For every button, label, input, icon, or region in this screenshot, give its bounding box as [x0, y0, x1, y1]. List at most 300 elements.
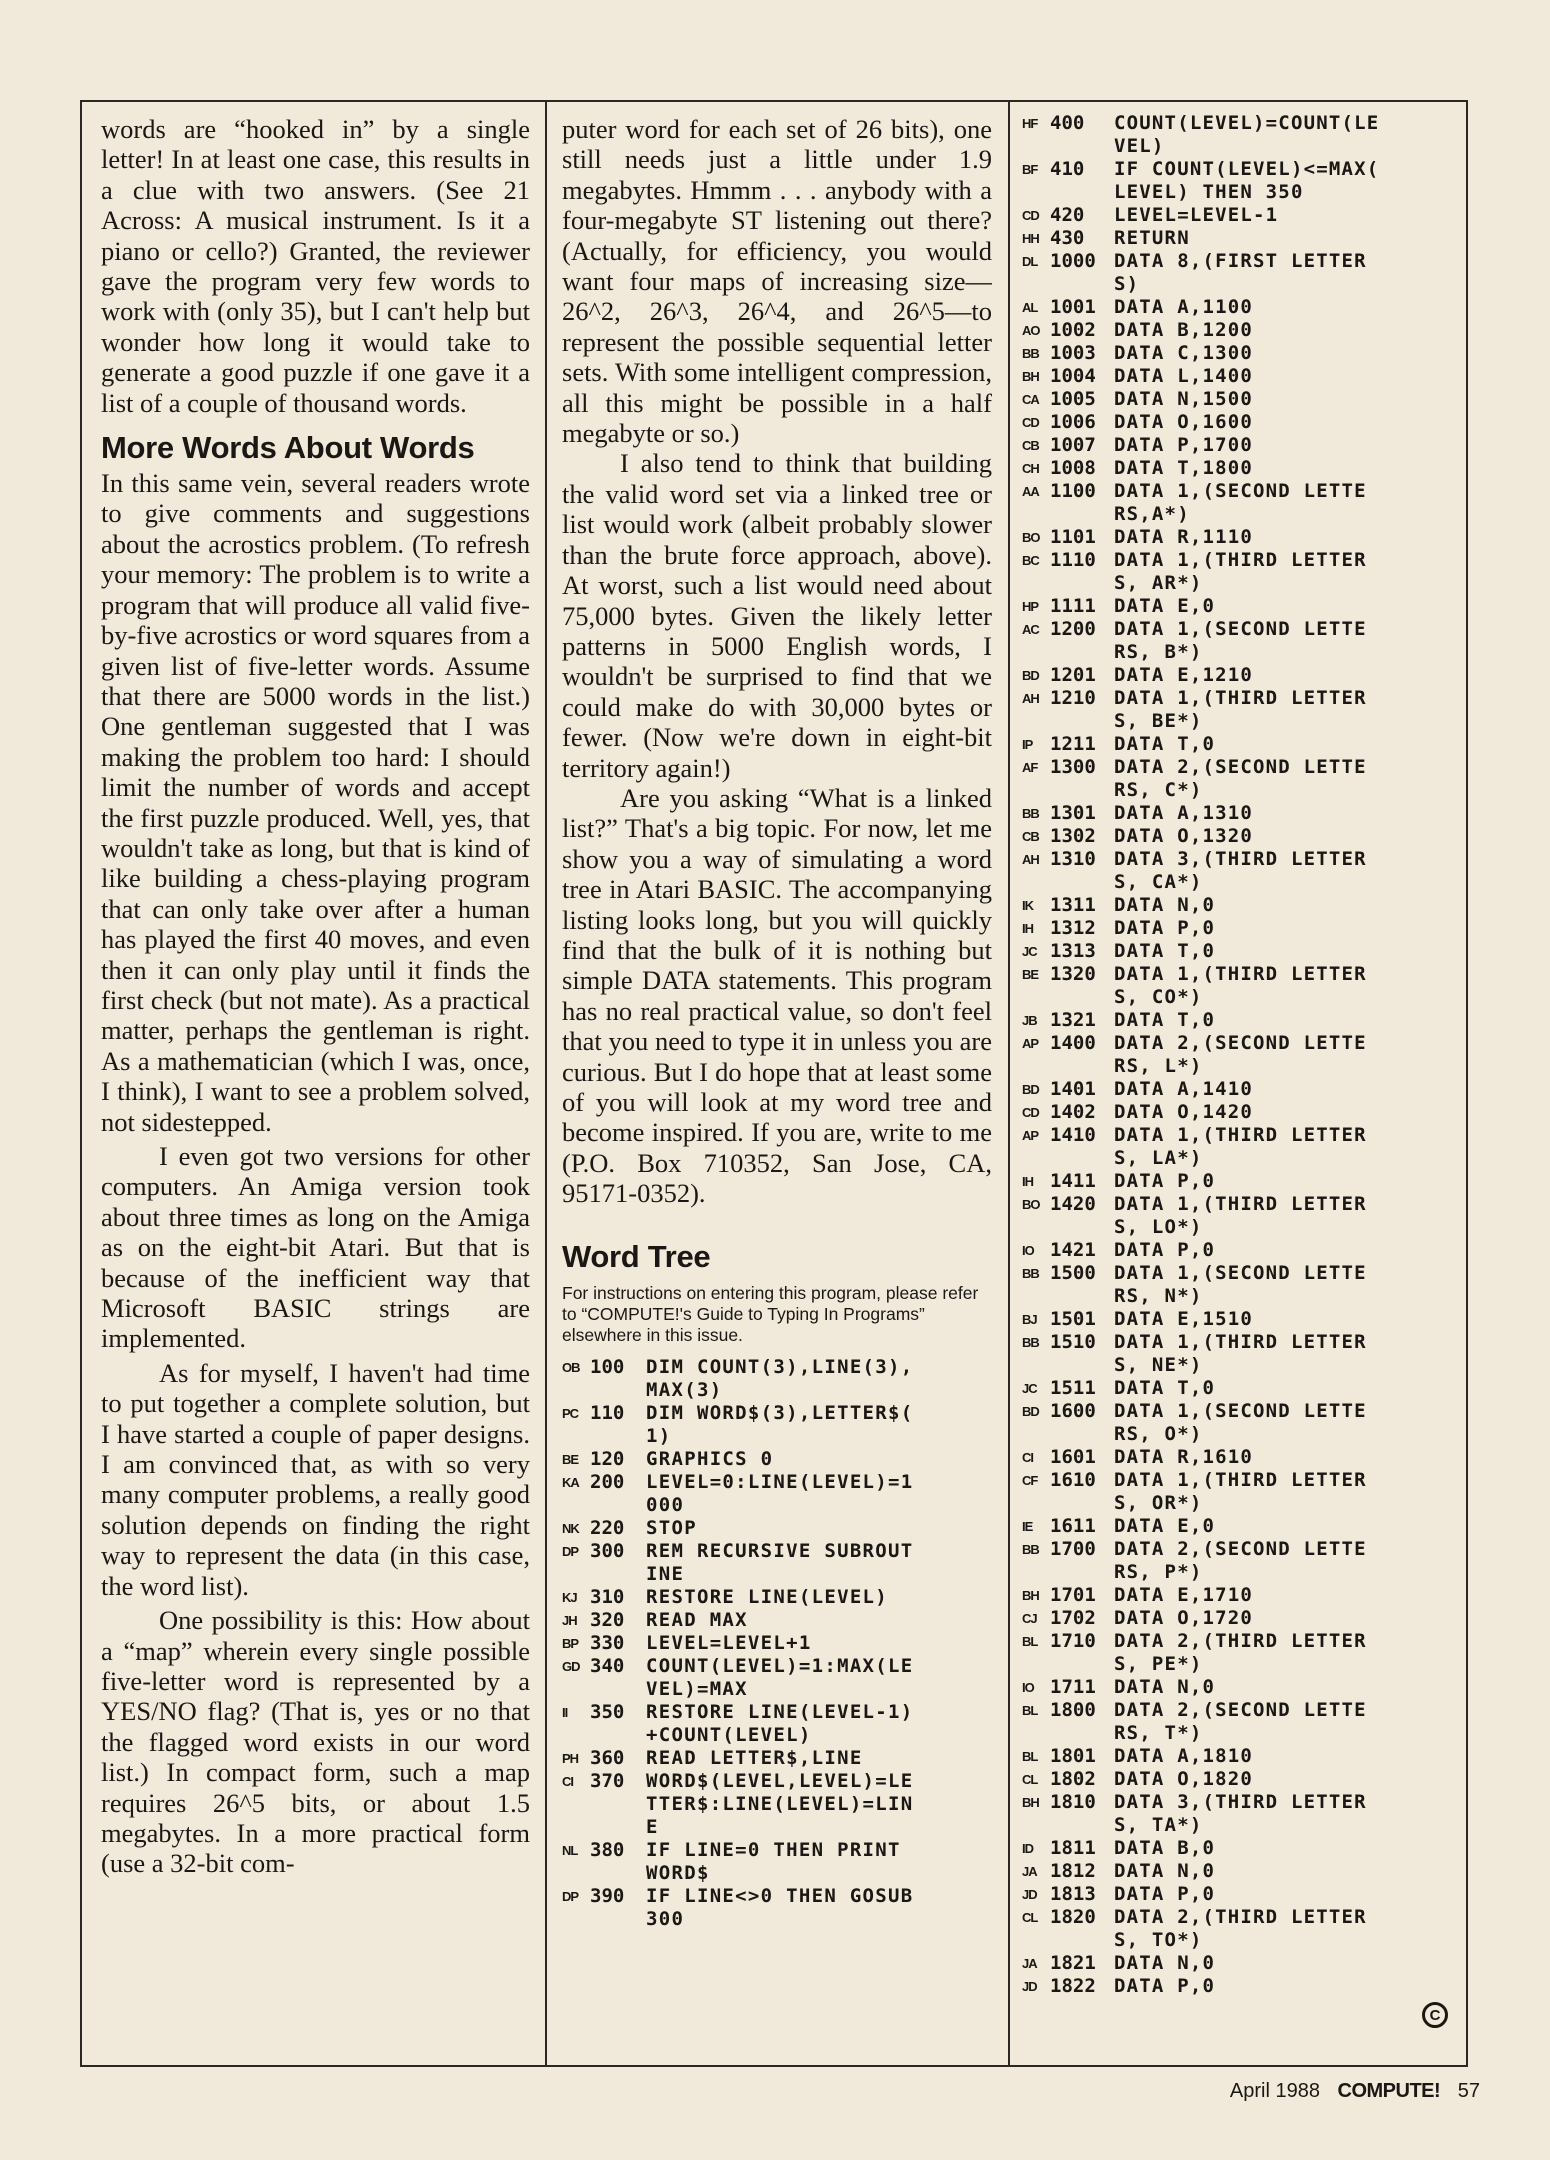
- paragraph: I even got two versions for other computers. An Amiga version took about three times as long on the Amiga as on the eight-bit Atari. But that is because of the inefficient way that Microsoft BASIC strings are implemented.: [101, 1141, 530, 1354]
- page-footer: [1180, 2080, 1480, 2103]
- line-number: 1611: [1050, 1515, 1096, 1537]
- code-text: DIM WORD$(3),LETTER$( 1): [646, 1401, 914, 1447]
- line-number: 1310: [1050, 848, 1096, 870]
- checksum-code: IO: [1022, 1243, 1034, 1258]
- code-text: RESTORE LINE(LEVEL): [646, 1585, 889, 1608]
- magazine-name: COMPUTE!: [1337, 2080, 1441, 2102]
- code-text: DATA 1,(SECOND LETTE RS, N*): [1114, 1262, 1367, 1307]
- line-number: 1820: [1050, 1906, 1096, 1928]
- code-text: DATA N,1500: [1114, 388, 1254, 410]
- listing-line: [1022, 204, 1464, 227]
- listing-line: [562, 1448, 992, 1471]
- code-text: DATA 2,(THIRD LETTER S, PE*): [1114, 1630, 1367, 1675]
- code-text: DATA 1,(SECOND LETTE RS, B*): [1114, 618, 1367, 663]
- checksum-code: ID: [1022, 1841, 1033, 1856]
- line-number: 1500: [1050, 1262, 1096, 1284]
- listing-line: [1022, 1377, 1464, 1400]
- line-number: 1401: [1050, 1078, 1096, 1100]
- code-text: DATA A,1310: [1114, 802, 1254, 824]
- listing-line: [562, 1586, 992, 1609]
- code-text: DATA T,0: [1114, 940, 1216, 962]
- listing-line: [562, 1517, 992, 1540]
- line-number: 1008: [1050, 457, 1096, 479]
- checksum-code: BP: [562, 1635, 579, 1651]
- code-text: DATA 1,(THIRD LETTER S, AR*): [1114, 549, 1367, 594]
- line-number: 1511: [1050, 1377, 1096, 1399]
- checksum-code: BB: [1022, 1542, 1039, 1557]
- line-number: 1311: [1050, 894, 1096, 916]
- checksum-code: IH: [1022, 921, 1033, 936]
- code-text: DATA E,1210: [1114, 664, 1254, 686]
- listing-line: [1022, 342, 1464, 365]
- checksum-code: JA: [1022, 1864, 1037, 1879]
- listing-line: [562, 1770, 992, 1839]
- listing-line: [562, 1747, 992, 1770]
- checksum-code: BE: [562, 1451, 579, 1467]
- code-text: DATA P,0: [1114, 1883, 1216, 1905]
- code-text: DATA O,1820: [1114, 1768, 1254, 1790]
- code-text: DATA 2,(SECOND LETTE RS, T*): [1114, 1699, 1367, 1744]
- code-text: DATA O,1600: [1114, 411, 1254, 433]
- line-number: 1210: [1050, 687, 1096, 709]
- line-number: 1001: [1050, 296, 1096, 318]
- listing-line: [1022, 1239, 1464, 1262]
- code-text: GRAPHICS 0: [646, 1447, 774, 1470]
- listing-line: [562, 1655, 992, 1701]
- line-number: 1810: [1050, 1791, 1096, 1813]
- listing-line: [562, 1885, 992, 1931]
- listing-line: [1022, 1630, 1464, 1676]
- listing-line: [1022, 940, 1464, 963]
- checksum-code: CD: [1022, 208, 1039, 223]
- listing-line: [1022, 365, 1464, 388]
- code-text: DATA N,0: [1114, 1860, 1216, 1882]
- line-number: 1201: [1050, 664, 1096, 686]
- line-number: 1400: [1050, 1032, 1096, 1054]
- checksum-code: JC: [1022, 944, 1037, 959]
- line-number: 1200: [1050, 618, 1096, 640]
- listing-line: [1022, 112, 1464, 158]
- paragraph: words are “hooked in” by a single letter! In at least one case, this results in a clue with two answers. (See 21 Across: A musical instrument. Is it a piano or cello?) Granted, the reviewer gave the program very few words to work with (only 35), but I can't help but wonder how long it would take to generate a good puzzle if one gave it a list of a couple of thousand words.: [101, 114, 530, 418]
- line-number: 1710: [1050, 1630, 1096, 1652]
- line-number: 1813: [1050, 1883, 1096, 1905]
- listing-line: [1022, 618, 1464, 664]
- line-number: 310: [590, 1585, 625, 1608]
- code-text: READ MAX: [646, 1608, 748, 1631]
- checksum-code: IP: [1022, 737, 1033, 752]
- listing-line: [1022, 480, 1464, 526]
- checksum-code: AC: [1022, 622, 1039, 637]
- checksum-code: BE: [1022, 967, 1039, 982]
- listing-line: [1022, 1446, 1464, 1469]
- code-text: DATA L,1400: [1114, 365, 1254, 387]
- code-text: DATA 3,(THIRD LETTER S, TA*): [1114, 1791, 1367, 1836]
- code-text: COUNT(LEVEL)=COUNT(LE VEL): [1114, 112, 1380, 157]
- code-text: DATA B,0: [1114, 1837, 1216, 1859]
- checksum-code: PH: [562, 1750, 579, 1766]
- checksum-code: BF: [1022, 162, 1038, 177]
- line-number: 300: [590, 1539, 625, 1562]
- code-text: DATA P,0: [1114, 917, 1216, 939]
- code-text: IF LINE<>0 THEN GOSUB 300: [646, 1884, 914, 1930]
- page-number: 57: [1457, 2080, 1480, 2102]
- listing-line: [1022, 1906, 1464, 1952]
- checksum-code: AL: [1022, 300, 1038, 315]
- code-text: DATA 8,(FIRST LETTER S): [1114, 250, 1367, 295]
- code-text: DATA 1,(THIRD LETTER S, NE*): [1114, 1331, 1367, 1376]
- listing-line: [1022, 319, 1464, 342]
- listing-line: [1022, 1400, 1464, 1446]
- section-heading: More Words About Words: [101, 430, 475, 466]
- line-number: 1421: [1050, 1239, 1096, 1261]
- code-text: RESTORE LINE(LEVEL-1) +COUNT(LEVEL): [646, 1700, 914, 1746]
- listing-line: [1022, 1009, 1464, 1032]
- code-text: DATA T,0: [1114, 1377, 1216, 1399]
- checksum-code: BH: [1022, 369, 1039, 384]
- code-text: DATA N,0: [1114, 1952, 1216, 1974]
- line-number: 1211: [1050, 733, 1096, 755]
- line-number: 1800: [1050, 1699, 1096, 1721]
- listing-line: [1022, 1952, 1464, 1975]
- line-number: 220: [590, 1516, 625, 1539]
- line-number: 1402: [1050, 1101, 1096, 1123]
- checksum-code: HP: [1022, 599, 1039, 614]
- checksum-code: AA: [1022, 484, 1039, 499]
- code-text: WORD$(LEVEL,LEVEL)=LE TTER$:LINE(LEVEL)=LIN E: [646, 1769, 914, 1838]
- code-text: DATA E,1710: [1114, 1584, 1254, 1606]
- code-text: LEVEL=0:LINE(LEVEL)=1 000: [646, 1470, 914, 1516]
- listing-line: [1022, 1193, 1464, 1239]
- listing-line: [1022, 1469, 1464, 1515]
- checksum-code: CI: [562, 1773, 573, 1789]
- checksum-code: AH: [1022, 691, 1039, 706]
- line-number: 1700: [1050, 1538, 1096, 1560]
- line-number: 1110: [1050, 549, 1096, 571]
- checksum-code: GD: [562, 1658, 580, 1674]
- listing-line: [1022, 963, 1464, 1009]
- checksum-code: AP: [1022, 1128, 1039, 1143]
- checksum-code: JA: [1022, 1956, 1037, 1971]
- listing-line: [1022, 894, 1464, 917]
- checksum-code: JD: [1022, 1887, 1037, 1902]
- article-column-3: [1022, 112, 1464, 1998]
- line-number: 1812: [1050, 1860, 1096, 1882]
- paragraph: Are you asking “What is a linked list?” That's a big topic. For now, let me show you a way of simulating a word tree in Atari BASIC. The accompanying listing looks long, but you will quickly find that the bulk of it is nothing but simple DATA statements. This program has no real practical value, so don't feel that you need to type it in unless you are curious. But I do hope that at least some of you will look at my word tree and become inspired. If you are, write to me (P.O. Box 710352, San Jose, CA, 95171-0352).: [562, 782, 992, 1209]
- checksum-code: CH: [1022, 461, 1039, 476]
- listing-line: [1022, 1308, 1464, 1331]
- checksum-code: CD: [1022, 1105, 1039, 1120]
- code-text: DATA T,0: [1114, 733, 1216, 755]
- checksum-code: DP: [562, 1543, 579, 1559]
- listing-line: [1022, 687, 1464, 733]
- code-text: DATA 1,(THIRD LETTER S, CO*): [1114, 963, 1367, 1008]
- listing-line: [1022, 1262, 1464, 1308]
- listing-line: [1022, 1975, 1464, 1998]
- code-text: READ LETTER$,LINE: [646, 1746, 863, 1769]
- line-number: 120: [590, 1447, 625, 1470]
- checksum-code: KJ: [562, 1589, 577, 1605]
- line-number: 1601: [1050, 1446, 1096, 1468]
- checksum-code: CL: [1022, 1910, 1038, 1925]
- checksum-code: IE: [1022, 1519, 1033, 1534]
- listing-line: [562, 1632, 992, 1655]
- line-number: 200: [590, 1470, 625, 1493]
- line-number: 1501: [1050, 1308, 1096, 1330]
- checksum-code: BO: [1022, 1197, 1040, 1212]
- checksum-code: CA: [1022, 392, 1039, 407]
- line-number: 1811: [1050, 1837, 1096, 1859]
- code-text: DATA R,1110: [1114, 526, 1254, 548]
- listing-line: [1022, 1331, 1464, 1377]
- listing-line: [1022, 1768, 1464, 1791]
- checksum-code: IK: [1022, 898, 1033, 913]
- listing-line: [1022, 1538, 1464, 1584]
- code-text: DATA 2,(SECOND LETTE RS, C*): [1114, 756, 1367, 801]
- line-number: 340: [590, 1654, 625, 1677]
- line-number: 350: [590, 1700, 625, 1723]
- code-text: DATA P,0: [1114, 1170, 1216, 1192]
- line-number: 1821: [1050, 1952, 1096, 1974]
- code-text: DATA E,0: [1114, 1515, 1216, 1537]
- line-number: 1100: [1050, 480, 1096, 502]
- listing-line: [1022, 1607, 1464, 1630]
- code-text: DATA C,1300: [1114, 342, 1254, 364]
- checksum-code: CJ: [1022, 1611, 1037, 1626]
- listing-title: Word Tree: [562, 1238, 711, 1274]
- column-rule-right: [1008, 100, 1010, 2067]
- listing-line: [1022, 1584, 1464, 1607]
- listing-line: [1022, 1699, 1464, 1745]
- checksum-code: BJ: [1022, 1312, 1037, 1327]
- code-text: DATA 1,(THIRD LETTER S, LA*): [1114, 1124, 1367, 1169]
- program-listing-continued: [1022, 112, 1464, 1998]
- listing-line: [1022, 848, 1464, 894]
- column-rule-left: [545, 100, 547, 2067]
- checksum-code: OB: [562, 1359, 580, 1375]
- checksum-code: NL: [562, 1842, 578, 1858]
- listing-line: [1022, 733, 1464, 756]
- line-number: 1003: [1050, 342, 1096, 364]
- checksum-code: AP: [1022, 1036, 1039, 1051]
- code-text: DATA O,1420: [1114, 1101, 1254, 1123]
- code-text: DATA 3,(THIRD LETTER S, CA*): [1114, 848, 1367, 893]
- paragraph: I also tend to think that building the valid word set via a linked tree or list would work (albeit probably slower than the brute force approach, above). At worst, such a list would need about 75,000 bytes. Given the likely letter patterns in 5000 English words, I wouldn't be surprised to find that we could make do with 30,000 bytes or fewer. (Now we're down in eight-bit territory again!): [562, 448, 992, 783]
- checksum-code: AF: [1022, 760, 1038, 775]
- code-text: DATA E,1510: [1114, 1308, 1254, 1330]
- listing-line: [562, 1356, 992, 1402]
- paragraph: As for myself, I haven't had time to put together a complete solution, but I have started a couple of paper designs. I am convinced that, as with so very many computer problems, a really good solution depends on finding the right way to represent the data (in this case, the word list).: [101, 1357, 530, 1601]
- checksum-code: BH: [1022, 1795, 1039, 1810]
- line-number: 1822: [1050, 1975, 1096, 1997]
- code-text: DIM COUNT(3),LINE(3), MAX(3): [646, 1355, 914, 1401]
- checksum-code: AH: [1022, 852, 1039, 867]
- checksum-code: HH: [1022, 231, 1039, 246]
- line-number: 370: [590, 1769, 625, 1792]
- listing-line: [1022, 1124, 1464, 1170]
- code-text: DATA 1,(THIRD LETTER S, LO*): [1114, 1193, 1367, 1238]
- checksum-code: CB: [1022, 438, 1039, 453]
- line-number: 1321: [1050, 1009, 1096, 1031]
- article-column-2: [562, 114, 992, 1931]
- listing-line: [1022, 388, 1464, 411]
- checksum-code: CL: [1022, 1772, 1038, 1787]
- listing-line: [1022, 802, 1464, 825]
- checksum-code: KA: [562, 1474, 579, 1490]
- code-text: LEVEL=LEVEL-1: [1114, 204, 1279, 226]
- code-text: DATA A,1100: [1114, 296, 1254, 318]
- listing-line: [1022, 664, 1464, 687]
- code-text: DATA 1,(THIRD LETTER S, OR*): [1114, 1469, 1367, 1514]
- listing-line: [562, 1609, 992, 1632]
- line-number: 320: [590, 1608, 625, 1631]
- line-number: 1000: [1050, 250, 1096, 272]
- issue-date: April 1988: [1229, 2080, 1320, 2102]
- line-number: 380: [590, 1838, 625, 1861]
- listing-line: [1022, 457, 1464, 480]
- listing-line: [1022, 158, 1464, 204]
- checksum-code: CD: [1022, 415, 1039, 430]
- listing-line: [1022, 227, 1464, 250]
- program-listing: [562, 1356, 992, 1931]
- checksum-code: BB: [1022, 1266, 1039, 1281]
- listing-line: [1022, 595, 1464, 618]
- checksum-code: BB: [1022, 1335, 1039, 1350]
- checksum-code: CF: [1022, 1473, 1038, 1488]
- code-text: DATA A,1410: [1114, 1078, 1254, 1100]
- checksum-code: CB: [1022, 829, 1039, 844]
- line-number: 390: [590, 1884, 625, 1907]
- line-number: 1702: [1050, 1607, 1096, 1629]
- code-text: DATA O,1720: [1114, 1607, 1254, 1629]
- code-text: DATA 2,(SECOND LETTE RS, P*): [1114, 1538, 1367, 1583]
- checksum-code: AO: [1022, 323, 1040, 338]
- code-text: DATA B,1200: [1114, 319, 1254, 341]
- line-number: 1802: [1050, 1768, 1096, 1790]
- code-text: IF COUNT(LEVEL)<=MAX( LEVEL) THEN 350: [1114, 158, 1380, 203]
- listing-line: [1022, 1515, 1464, 1538]
- code-text: DATA 2,(THIRD LETTER S, TO*): [1114, 1906, 1367, 1951]
- code-text: DATA 1,(SECOND LETTE RS, O*): [1114, 1400, 1367, 1445]
- listing-line: [1022, 1032, 1464, 1078]
- checksum-code: JB: [1022, 1013, 1037, 1028]
- line-number: 1600: [1050, 1400, 1096, 1422]
- line-number: 1313: [1050, 940, 1096, 962]
- listing-line: [1022, 296, 1464, 319]
- line-number: 400: [1050, 112, 1085, 134]
- code-text: STOP: [646, 1516, 697, 1539]
- line-number: 1312: [1050, 917, 1096, 939]
- code-text: DATA P,0: [1114, 1239, 1216, 1261]
- listing-line: [1022, 1078, 1464, 1101]
- code-text: IF LINE=0 THEN PRINT WORD$: [646, 1838, 901, 1884]
- line-number: 1711: [1050, 1676, 1096, 1698]
- checksum-code: IO: [1022, 1680, 1034, 1695]
- checksum-code: BD: [1022, 668, 1039, 683]
- checksum-code: BB: [1022, 346, 1039, 361]
- code-text: DATA P,1700: [1114, 434, 1254, 456]
- code-text: DATA N,0: [1114, 1676, 1216, 1698]
- article-column-1: [101, 114, 530, 1879]
- listing-line: [562, 1402, 992, 1448]
- checksum-code: NK: [562, 1520, 579, 1536]
- listing-line: [1022, 1676, 1464, 1699]
- code-text: DATA O,1320: [1114, 825, 1254, 847]
- code-text: DATA 2,(SECOND LETTE RS, L*): [1114, 1032, 1367, 1077]
- line-number: 110: [590, 1401, 625, 1424]
- line-number: 330: [590, 1631, 625, 1654]
- checksum-code: BD: [1022, 1082, 1039, 1097]
- checksum-code: DP: [562, 1888, 579, 1904]
- checksum-code: DL: [1022, 254, 1038, 269]
- line-number: 410: [1050, 158, 1085, 180]
- line-number: 1410: [1050, 1124, 1096, 1146]
- code-text: COUNT(LEVEL)=1:MAX(LE VEL)=MAX: [646, 1654, 914, 1700]
- checksum-code: BL: [1022, 1749, 1038, 1764]
- checksum-code: BO: [1022, 530, 1040, 545]
- line-number: 1111: [1050, 595, 1096, 617]
- line-number: 420: [1050, 204, 1085, 226]
- checksum-code: BC: [1022, 553, 1039, 568]
- checksum-code: BH: [1022, 1588, 1039, 1603]
- listing-line: [562, 1540, 992, 1586]
- checksum-code: JC: [1022, 1381, 1037, 1396]
- checksum-code: BL: [1022, 1703, 1038, 1718]
- checksum-code: IH: [1022, 1174, 1033, 1189]
- code-text: DATA A,1810: [1114, 1745, 1254, 1767]
- listing-line: [1022, 1745, 1464, 1768]
- code-text: DATA E,0: [1114, 595, 1216, 617]
- line-number: 1411: [1050, 1170, 1096, 1192]
- checksum-code: PC: [562, 1405, 579, 1421]
- checksum-code: CI: [1022, 1450, 1033, 1465]
- line-number: 430: [1050, 227, 1085, 249]
- line-number: 1510: [1050, 1331, 1096, 1353]
- line-number: 1007: [1050, 434, 1096, 456]
- listing-line: [1022, 917, 1464, 940]
- checksum-code: JD: [1022, 1979, 1037, 1994]
- code-text: DATA 1,(THIRD LETTER S, BE*): [1114, 687, 1367, 732]
- listing-line: [1022, 1791, 1464, 1837]
- line-number: 1302: [1050, 825, 1096, 847]
- line-number: 1006: [1050, 411, 1096, 433]
- paragraph: One possibility is this: How about a “map” wherein every single possible five-letter word is represented by a YES/NO flag? (That is, yes or no that the flagged word exists in our word list.) In compact form, such a map requires 26^5 bits, or about 1.5 megabytes. In a more practical form (use a 32-bit com-: [101, 1605, 530, 1879]
- line-number: 1701: [1050, 1584, 1096, 1606]
- line-number: 1610: [1050, 1469, 1096, 1491]
- listing-line: [1022, 1170, 1464, 1193]
- checksum-code: BB: [1022, 806, 1039, 821]
- listing-instructions: For instructions on entering this program, please refer to “COMPUTE!'s Guide to Typing In Programs” elsewhere in this issue.: [562, 1282, 979, 1345]
- code-text: DATA T,0: [1114, 1009, 1216, 1031]
- listing-line: [1022, 1837, 1464, 1860]
- copyright-mark: C: [1422, 2002, 1448, 2028]
- code-text: DATA P,0: [1114, 1975, 1216, 1997]
- listing-line: [1022, 549, 1464, 595]
- checksum-code: II: [562, 1704, 568, 1720]
- code-text: REM RECURSIVE SUBROUT INE: [646, 1539, 914, 1585]
- paragraph: In this same vein, several readers wrote to give comments and suggestions about the acrostics problem. (To refresh your memory: The problem is to write a program that will produce all valid five-by-five acrostics or word squares from a given list of five-letter words. Assume that there are 5000 words in the list.) One gentleman suggested that I was making the problem too hard: I should limit the number of words and accept the first puzzle produced. Well, yes, that wouldn't take as long, but that is kind of like building a chess-playing program that can only take over after a human has played the first 40 moves, and even then it can only play until it finds the first check (but not mate). As a practical matter, perhaps the gentleman is right. As a mathematician (which I was, once, I think), I want to see a problem solved, not sidestepped.: [101, 468, 530, 1137]
- line-number: 1004: [1050, 365, 1096, 387]
- listing-line: [562, 1471, 992, 1517]
- checksum-code: JH: [562, 1612, 577, 1628]
- checksum-code: BD: [1022, 1404, 1039, 1419]
- listing-line: [562, 1839, 992, 1885]
- listing-line: [562, 1701, 992, 1747]
- code-text: LEVEL=LEVEL+1: [646, 1631, 812, 1654]
- line-number: 1420: [1050, 1193, 1096, 1215]
- line-number: 1801: [1050, 1745, 1096, 1767]
- line-number: 1005: [1050, 388, 1096, 410]
- listing-line: [1022, 434, 1464, 457]
